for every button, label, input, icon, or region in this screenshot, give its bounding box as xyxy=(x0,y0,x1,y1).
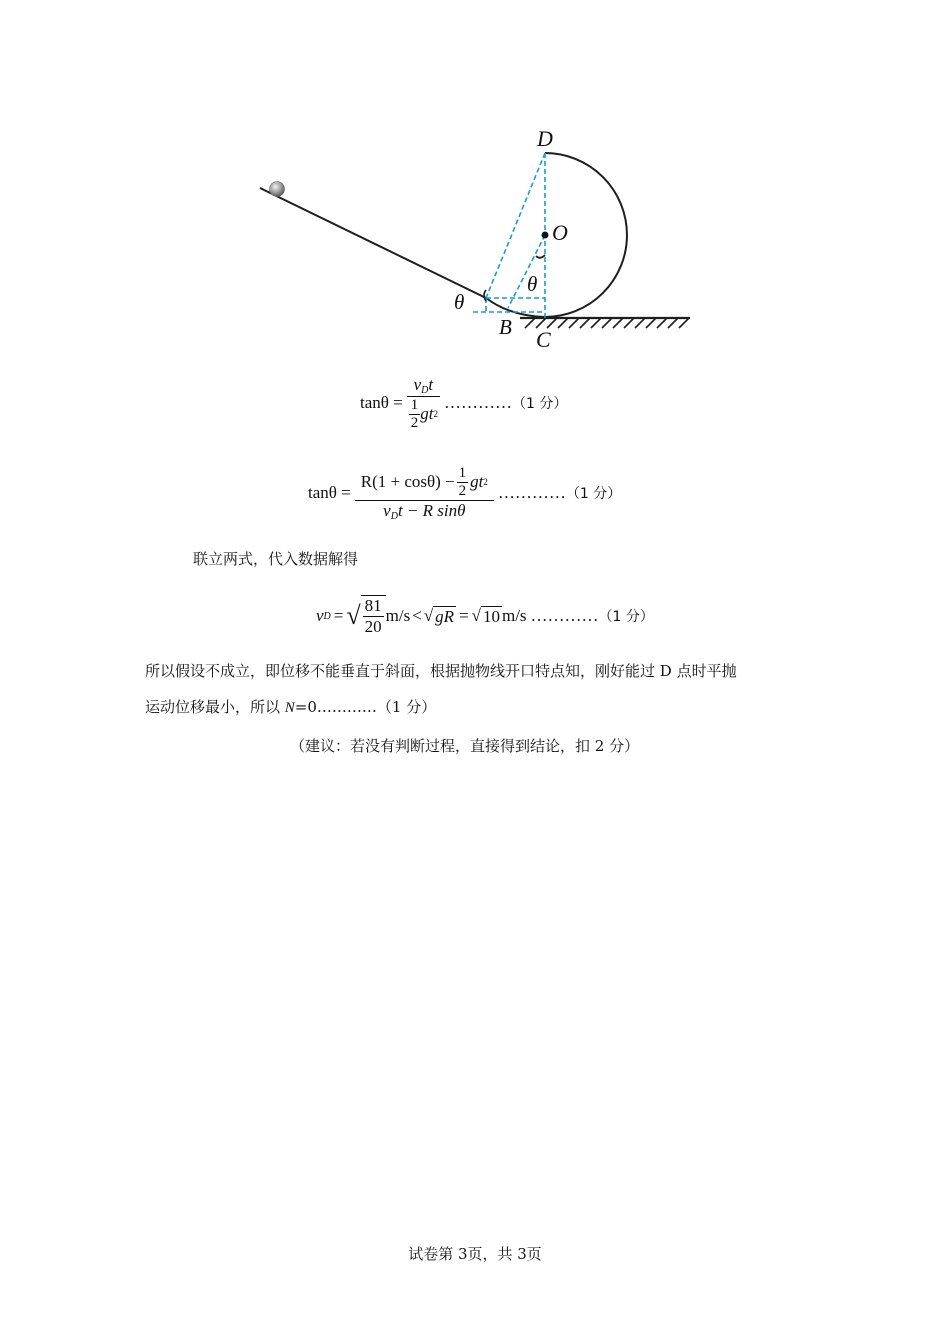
label-d: D xyxy=(537,126,553,151)
eq1-denominator: $\frac{1}{2}$ gt 2 xyxy=(407,396,440,432)
paragraph-line-2: 运动位移最小，所以 N=0…………（1 分） xyxy=(145,698,437,716)
eq2-dots: ………… xyxy=(497,483,566,502)
eq1-lhs: tanθ = xyxy=(360,393,403,412)
eq3-score: （1 分） xyxy=(598,609,654,625)
eq2-lhs: tanθ = xyxy=(308,483,351,502)
physics-diagram xyxy=(240,120,710,360)
bottom-curve xyxy=(486,298,545,317)
eq2-score: （1 分） xyxy=(565,486,622,502)
page-footer: 试卷第 3页，共 3页 xyxy=(408,1245,542,1263)
equation-1 xyxy=(360,368,567,438)
angle-arc-left xyxy=(484,290,486,301)
eq2-denominator: $v_Dt - R$ sinθ xyxy=(355,500,494,522)
incline-line xyxy=(260,188,486,298)
eq1-fraction xyxy=(407,375,440,432)
eq1-numerator: $v_Dt$ xyxy=(413,374,434,396)
label-theta-top: θ xyxy=(527,272,538,296)
eq1-dots: ………… xyxy=(443,393,512,412)
label-o: O xyxy=(552,220,568,245)
eq1-score: （1 分） xyxy=(511,396,568,412)
suggestion-note: （建议：若没有判断过程，直接得到结论，扣 2 分） xyxy=(290,737,640,755)
ball xyxy=(270,182,285,197)
eq3-root-fraction: $\frac{81}{20}$ xyxy=(361,595,386,637)
paragraph-line-1: 所以假设不成立，即位移不能垂直于斜面，根据抛物线开口特点知，刚好能过 D 点时平抛 xyxy=(145,662,737,680)
angle-arc-top xyxy=(536,255,545,258)
equation-2 xyxy=(308,458,621,528)
equation-3: v D = √ $\frac{81}{20}$ m/s < √ gR = √ 10 m/s ………… （1 分） xyxy=(316,596,654,636)
label-theta-left: θ xyxy=(454,290,465,314)
label-b: B xyxy=(499,315,512,339)
eq2-fraction xyxy=(355,465,494,522)
label-c: C xyxy=(536,327,551,352)
eq2-numerator: R(1 + cosθ) − $\frac{1}{2}$ gt 2 xyxy=(360,464,488,499)
combine-text: 联立两式，代入数据解得 xyxy=(193,550,359,568)
center-point-o xyxy=(542,232,549,239)
